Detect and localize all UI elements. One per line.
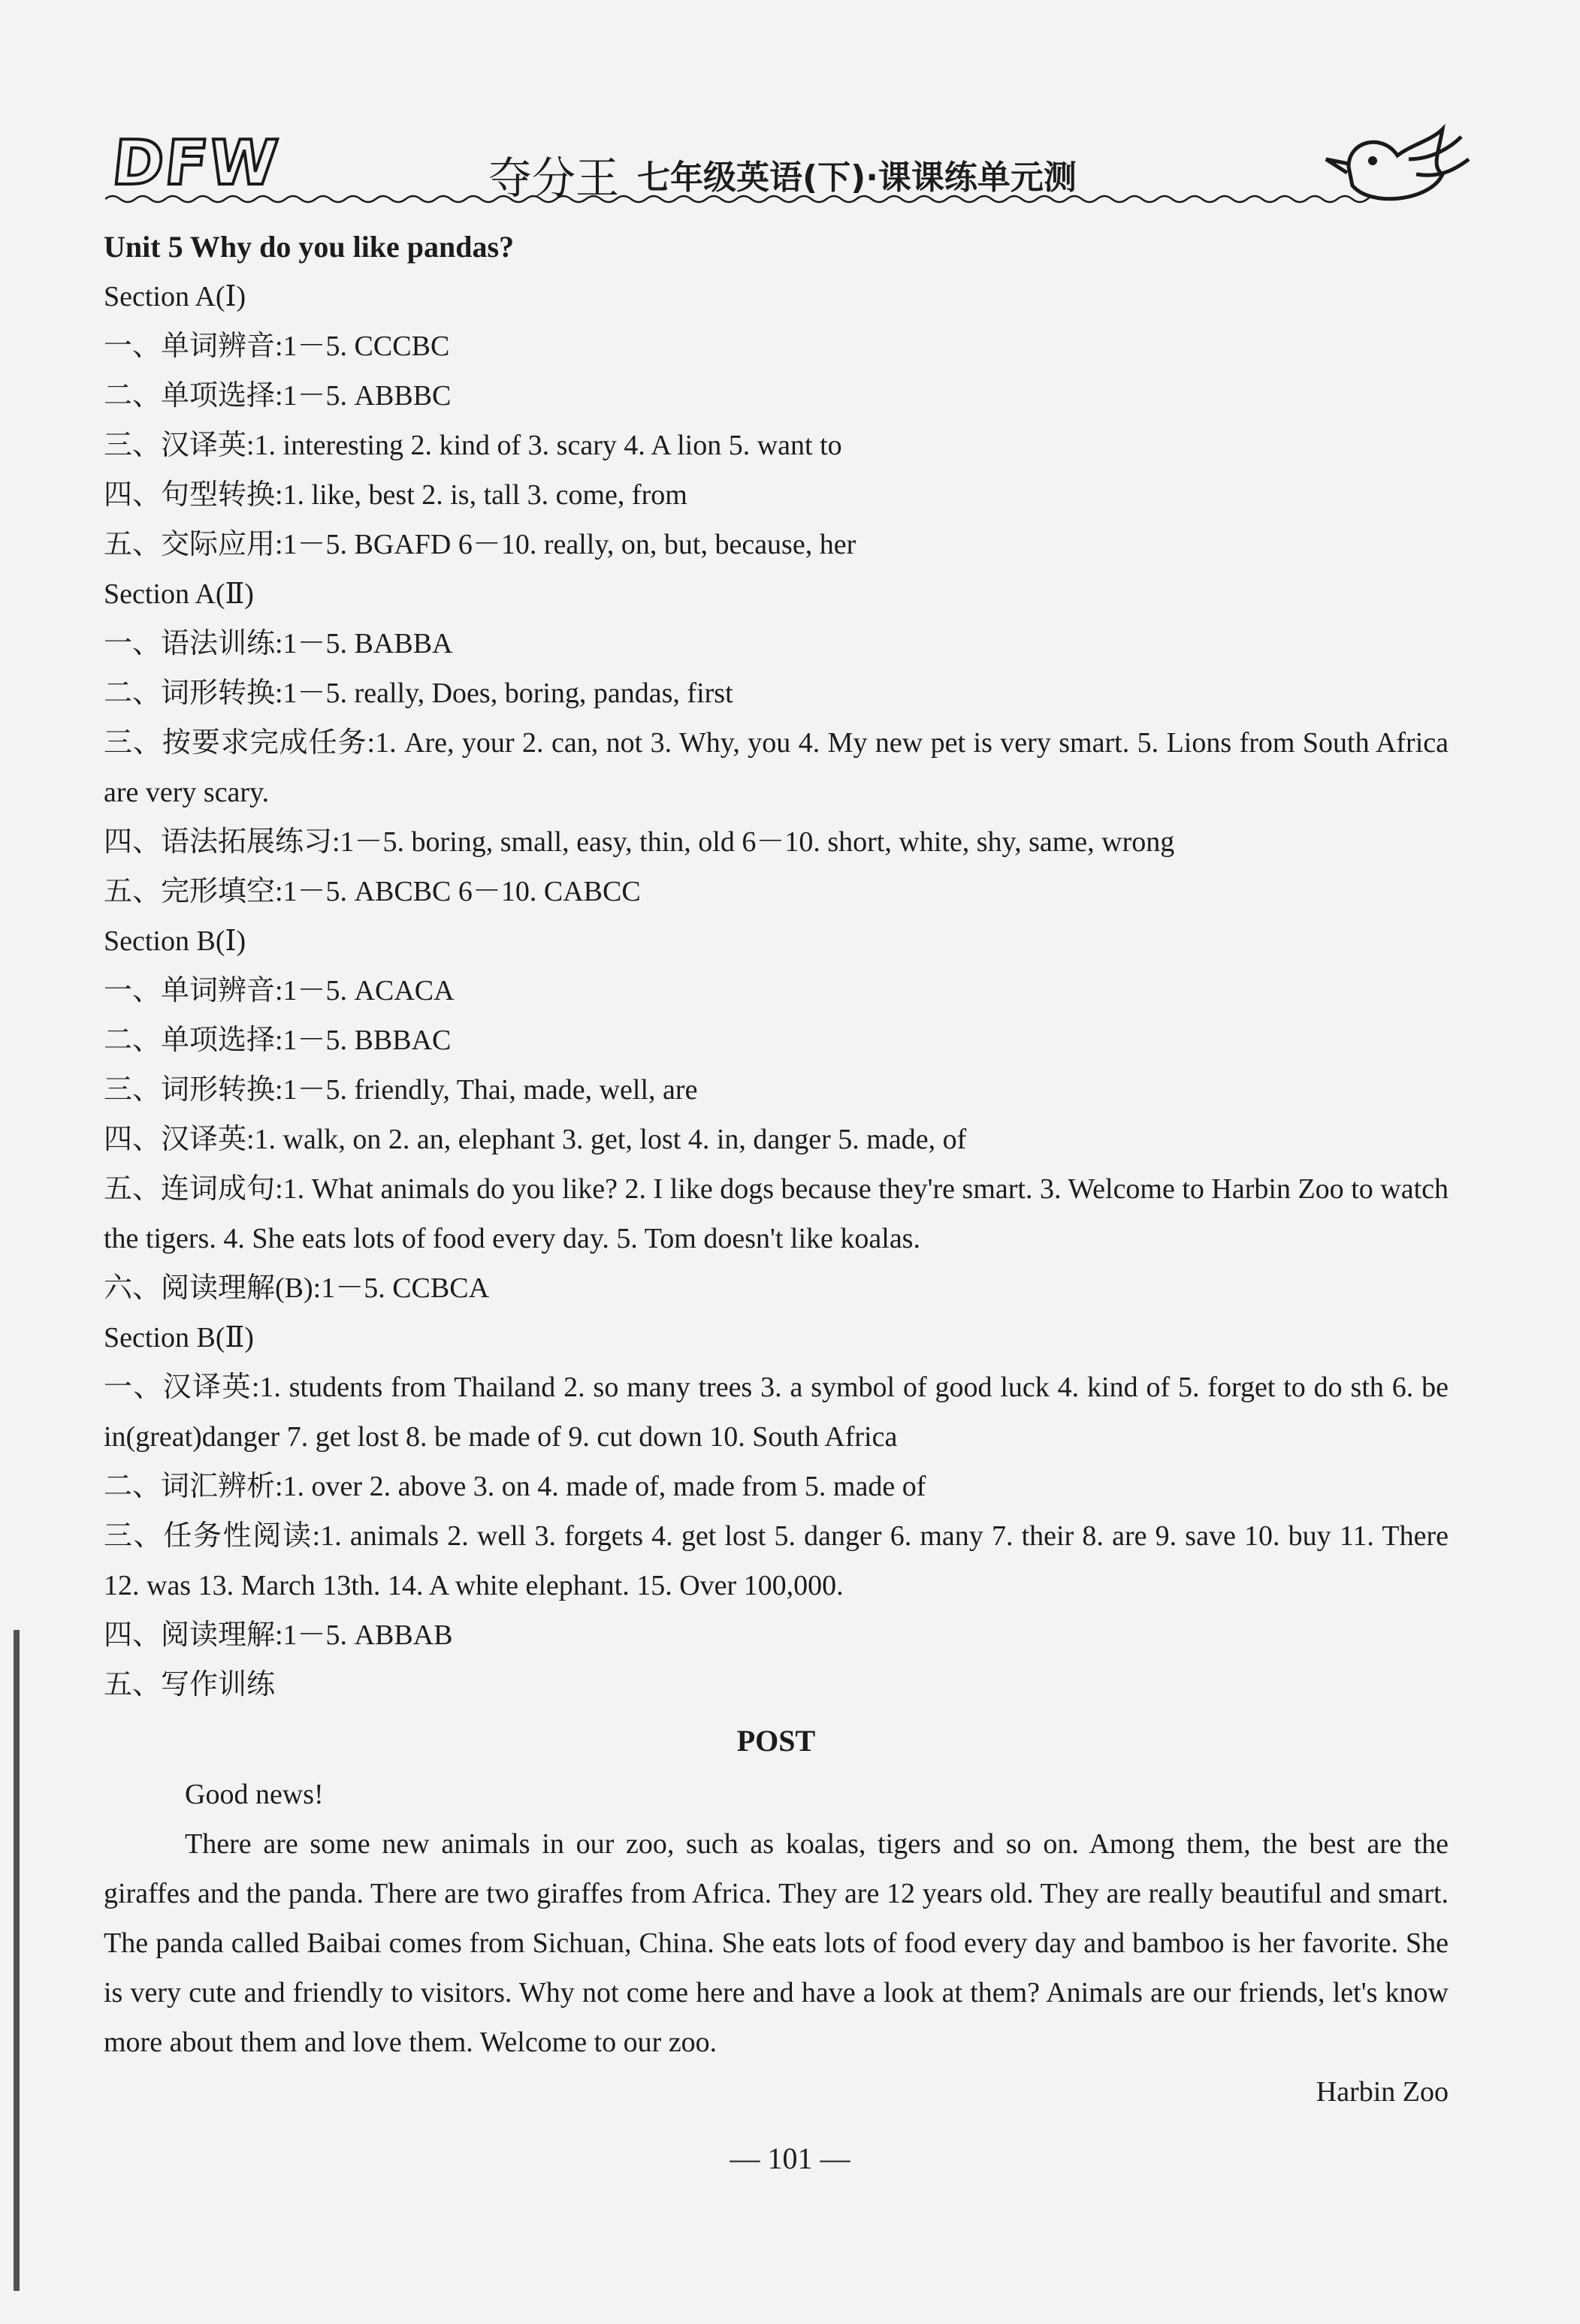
answer-item: 三、词形转换:1－5. friendly, Thai, made, well, are [104,1074,698,1106]
answer-item: 五、写作训练 [104,1669,276,1701]
answer-item: 四、句型转换:1. like, best 2. is, tall 3. come, from [104,479,687,511]
answer-item: 二、词汇辨析:1. over 2. above 3. on 4. made of, made from 5. made of [104,1471,926,1502]
answer-item: 三、汉译英:1. interesting 2. kind of 3. scary 4. A lion 5. want to [104,430,842,461]
answer-item: 四、阅读理解:1－5. ABBAB [104,1619,453,1651]
dfw-logo: DFW [109,128,282,199]
answer-item: 一、单词辨音:1－5. ACACA [104,975,455,1007]
book-subtitle: 七年级英语(下)·课课练单元测 [637,158,1077,197]
answer-item: 四、语法拓展练习:1－5. boring, small, easy, thin, old 6－10. short, white, shy, same, wrong [104,826,1175,858]
unit-title: Unit 5 Why do you like pandas? [104,230,515,264]
answer-item: 五、连词成句:1. What animals do you like? 2. I like dogs because they're smart. 3. Welcome to Harbin Zoo to watch the tigers. 4. She eats lots of food every day. 5. Tom doesn't like koalas. [104,1173,1449,1254]
scan-edge [14,1630,20,2291]
answer-item: 二、单项选择:1－5. ABBBC [104,380,452,412]
answer-item: 一、汉译英:1. students from Thailand 2. so many trees 3. a symbol of good luck 4. kind of 5. forget to do sth 6. be in(great)danger 7. get lost 8. be made of 9. cut down 10. South Africa [104,1372,1449,1453]
answer-item: 五、交际应用:1－5. BGAFD 6－10. really, on, but, because, her [104,529,856,560]
post-greeting: Good news! [185,1779,324,1810]
section-title: Section A(Ⅰ) [104,281,246,312]
section-title: Section B(Ⅱ) [104,1322,254,1354]
answer-item: 一、语法训练:1－5. BABBA [104,628,453,659]
answer-item: 一、单词辨音:1－5. CCCBC [104,330,450,362]
answer-item: 三、按要求完成任务:1. Are, your 2. can, not 3. Why, you 4. My new pet is very smart. 5. Lions from South Africa are very scary. [104,727,1449,808]
answer-item: 三、任务性阅读:1. animals 2. well 3. forgets 4. get lost 5. danger 6. many 7. their 8. are 9. save 10. buy 11. There 12. was 13. March 13th. 14. A white elephant. 15. Over 100,000. [104,1520,1449,1601]
header-divider [105,192,1375,207]
answer-item: 二、词形转换:1－5. really, Does, boring, pandas, first [104,678,733,709]
post-title: POST [736,1724,816,1758]
answer-item: 五、完形填空:1－5. ABCBC 6－10. CABCC [104,876,641,907]
brand-name: 夺分王 [488,152,620,204]
page-number: — 101 — [730,2141,850,2175]
post-body: There are some new animals in our zoo, such as koalas, tigers and so on. Among them, the best are the giraffes and the panda. There are two giraffes from Africa. They are 12 years old. They are really beautiful and smart. The panda called Baibai comes from Sichuan, China. She eats lots of food every day and bamboo is her favorite. She is very cute and friendly to visitors. Why not come here and have a look at them? Animals are our friends, let's know more about them and love them. Welcome to our zoo. [104,1828,1449,2058]
post-signature: Harbin Zoo [1316,2076,1449,2108]
section-title: Section B(Ⅰ) [104,925,246,957]
answer-item: 四、汉译英:1. walk, on 2. an, elephant 3. get, lost 4. in, danger 5. made, of [104,1124,967,1155]
answer-content [104,222,1449,2117]
section-title: Section A(Ⅱ) [104,578,254,610]
answer-item: 六、阅读理解(B):1－5. CCBCA [104,1272,490,1304]
answer-item: 二、单项选择:1－5. BBBAC [104,1025,452,1056]
